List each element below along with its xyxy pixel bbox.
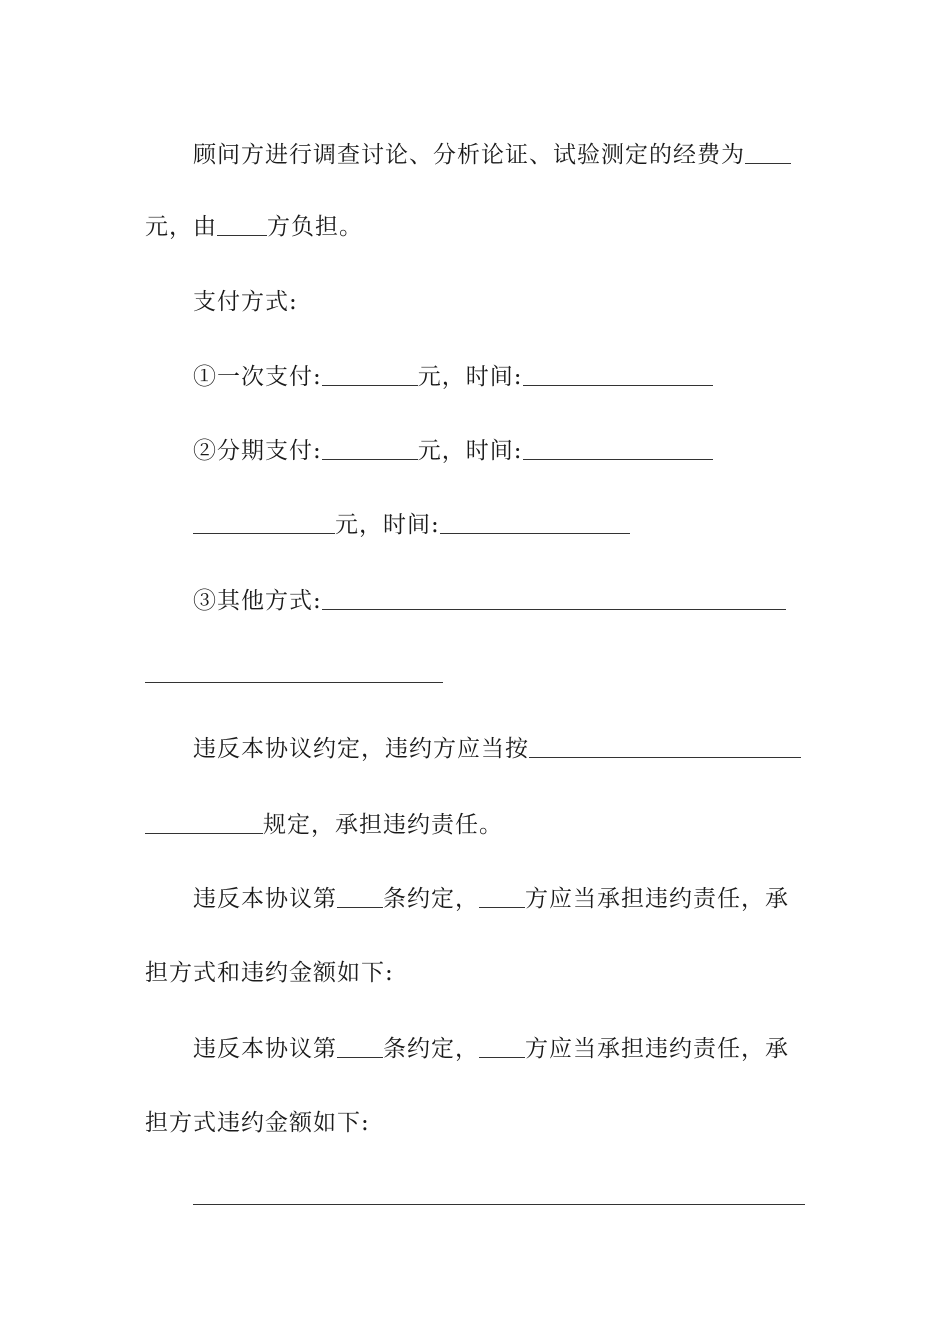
- breach-3-tail: 担方式违约金额如下:: [145, 1110, 370, 1136]
- option-2b-unit: 元，时间:: [335, 512, 440, 538]
- breach-1-basis-blank[interactable]: [529, 735, 801, 758]
- option-1-time-blank[interactable]: [523, 363, 713, 386]
- fee-unit-text: 元，由: [145, 214, 217, 240]
- paragraph-fee: [145, 140, 807, 170]
- option-1-label: ①一次支付:: [193, 364, 322, 390]
- option-3-blank[interactable]: [322, 587, 786, 610]
- fee-party-blank[interactable]: [217, 213, 267, 236]
- option-2b-amount-blank[interactable]: [193, 511, 335, 534]
- breach-3-details-blank[interactable]: [193, 1204, 805, 1205]
- breach-3-text-c: 方应当承担违约责任，承: [525, 1036, 789, 1062]
- breach-2-text-a: 违反本协议第: [193, 886, 337, 912]
- breach-3-party-blank[interactable]: [479, 1035, 525, 1058]
- fee-bearer-text: 方负担。: [267, 214, 363, 240]
- option-2b-time-blank[interactable]: [440, 511, 630, 534]
- breach-2-party-blank[interactable]: [479, 885, 525, 908]
- paragraph-breach-3-continued: [145, 1108, 807, 1138]
- breach-2-text-c: 方应当承担违约责任，承: [525, 886, 789, 912]
- fee-amount-blank[interactable]: [745, 141, 791, 164]
- payment-option-2-continued: [145, 510, 807, 540]
- option-2-label: ②分期支付:: [193, 438, 322, 464]
- breach-3-text-b: 条约定，: [383, 1036, 479, 1062]
- payment-option-3: [145, 586, 807, 616]
- paragraph-breach-2-continued: [145, 958, 807, 988]
- payment-option-2: [145, 436, 807, 466]
- paragraph-breach-1-continued: [145, 810, 807, 840]
- option-1-unit: 元，时间:: [417, 364, 523, 390]
- breach-3-text-a: 违反本协议第: [193, 1036, 337, 1062]
- fee-text: 顾问方进行调查讨论、分析论证、试验测定的经费为: [193, 142, 745, 168]
- paragraph-breach-2: [145, 884, 807, 914]
- option-2-amount-blank[interactable]: [322, 437, 418, 460]
- paragraph-breach-1: [145, 734, 807, 764]
- paragraph-breach-3: [145, 1034, 807, 1064]
- breach-1-text: 违反本协议约定，违约方应当按: [193, 736, 529, 762]
- payment-heading: [145, 287, 807, 317]
- breach-1-tail: 规定，承担违约责任。: [263, 812, 503, 838]
- breach-1-basis-continued-blank[interactable]: [145, 811, 263, 834]
- option-3-label: ③其他方式:: [193, 588, 322, 614]
- payment-option-1: [145, 362, 807, 392]
- breach-2-text-b: 条约定，: [383, 886, 479, 912]
- breach-3-clause-blank[interactable]: [337, 1035, 383, 1058]
- option-2-time-blank[interactable]: [523, 437, 713, 460]
- breach-2-tail: 担方式和违约金额如下:: [145, 960, 394, 986]
- option-2-unit: 元，时间:: [417, 438, 523, 464]
- paragraph-fee-continued: [145, 212, 807, 242]
- payment-heading-text: 支付方式:: [193, 289, 298, 315]
- option-3-continued-blank[interactable]: [145, 682, 443, 683]
- option-1-amount-blank[interactable]: [322, 363, 418, 386]
- breach-2-clause-blank[interactable]: [337, 885, 383, 908]
